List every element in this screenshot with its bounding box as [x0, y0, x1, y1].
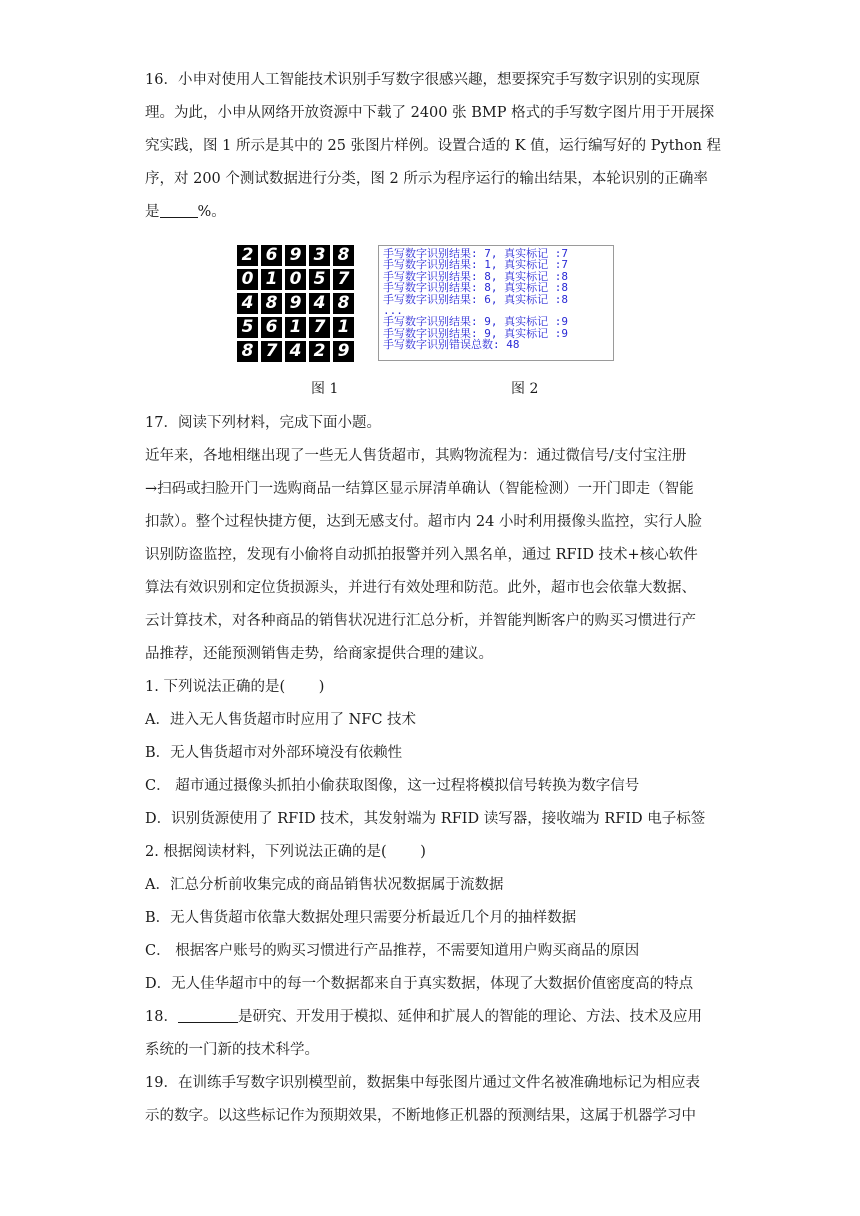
- digit-tile: 8: [333, 245, 354, 266]
- digit-tile: 8: [237, 341, 258, 362]
- digit-tile: 6: [261, 317, 282, 338]
- q17-material-5: 算法有效识别和定位货损源头，并进行有效处理和防范。此外，超市也会依靠大数据、: [145, 580, 696, 596]
- figure2-caption: 图 2: [511, 381, 539, 397]
- digit-tile: 1: [285, 317, 306, 338]
- digit-tile: 1: [261, 269, 282, 290]
- q16-line-1: 16．小申对使用人工智能技术识别手写数字很感兴趣，想要探究手写数字识别的实现原: [145, 72, 700, 88]
- figure1-digit-grid: [237, 245, 355, 363]
- answer-blank: [160, 203, 198, 218]
- q17-material-7: 品推荐，还能预测销售走势，给商家提供合理的建议。: [145, 646, 493, 662]
- q19-line-2: 示的数字。以这些标记作为预期效果，不断地修正机器的预测结果，这属于机器学习中: [145, 1108, 696, 1124]
- q17-sub1-option-b: B．无人售货超市对外部环境没有依赖性: [145, 745, 403, 761]
- q16-last-suffix: %。: [197, 204, 226, 220]
- digit-tile: 4: [237, 293, 258, 314]
- digit-tile: 2: [309, 341, 330, 362]
- digit-tile: 0: [285, 269, 306, 290]
- q17-sub2-stem: 2. 根据阅读材料，下列说法正确的是( ): [145, 844, 426, 860]
- q17-sub1-option-d: D．识别货源使用了 RFID 技术，其发射端为 RFID 读写器，接收端为 RFID 电子标签: [145, 811, 706, 827]
- console-line: 手写数字识别结果: 9, 真实标记 :9: [383, 326, 568, 340]
- q17-sub2-option-b: B．无人售货超市依靠大数据处理只需要分析最近几个月的抽样数据: [145, 910, 577, 926]
- q17-sub2-option-a: A．汇总分析前收集完成的商品销售状况数据属于流数据: [145, 877, 504, 893]
- console-line: 手写数字识别结果: 8, 真实标记 :8: [383, 269, 568, 283]
- console-line: 手写数字识别错误总数: 48: [383, 338, 520, 352]
- q16-last-prefix: 是: [145, 204, 160, 220]
- q17-material-3: 扣款）。整个过程快捷方便，达到无感支付。超市内 24 小时利用摄像头监控，实行人脸: [145, 514, 702, 530]
- console-line: 手写数字识别结果: 7, 真实标记 :7: [383, 247, 568, 260]
- digit-tile: 5: [237, 317, 258, 338]
- q17-sub1-stem: 1. 下列说法正确的是( ): [145, 679, 325, 695]
- q16-line-5: [145, 200, 226, 221]
- digit-tile: 4: [285, 341, 306, 362]
- digit-tile: 7: [309, 317, 330, 338]
- digit-tile: 1: [333, 317, 354, 338]
- digit-tile: 2: [237, 245, 258, 266]
- q17-material-6: 云计算技术，对各种商品的销售状况进行汇总分析，并智能判断客户的购买习惯进行产: [145, 613, 696, 629]
- q17-material-1: 近年来，各地相继出现了一些无人售货超市，其购物流程为：通过微信号/支付宝注册: [145, 448, 687, 464]
- q17-sub2-option-c: C． 根据客户账号的购买习惯进行产品推荐，不需要知道用户购买商品的原因: [145, 943, 640, 959]
- q16-line-4: 序，对 200 个测试数据进行分类，图 2 所示为程序运行的输出结果，本轮识别的正确率: [145, 171, 708, 187]
- console-line: 手写数字识别结果: 6, 真实标记 :8: [383, 292, 568, 306]
- q17-sub1-option-a: A．进入无人售货超市时应用了 NFC 技术: [145, 712, 417, 728]
- digit-tile: 4: [309, 293, 330, 314]
- q18-suffix: 是研究、开发用于模拟、延伸和扩展人的智能的理论、方法、技术及应用: [237, 1009, 702, 1025]
- console-line: 手写数字识别结果: 8, 真实标记 :8: [383, 281, 568, 295]
- q17-material-4: 识别防盗监控，发现有小偷将自动抓拍报警并列入黑名单，通过 RFID 技术+核心软件: [145, 547, 698, 563]
- q16-line-2: 理。为此，小申从网络开放资源中下载了 2400 张 BMP 格式的手写数字图片用于开展探: [145, 105, 715, 121]
- figure1-caption: 图 1: [311, 381, 339, 397]
- q17-sub2-option-d: D．无人佳华超市中的每一个数据都来自于真实数据，体现了大数据价值密度高的特点: [145, 976, 694, 992]
- digit-tile: 7: [333, 269, 354, 290]
- digit-tile: 3: [309, 245, 330, 266]
- q17-sub1-option-c: C． 超市通过摄像头抓拍小偷获取图像，这一过程将模拟信号转换为数字信号: [145, 778, 640, 794]
- console-line: 手写数字识别结果: 9, 真实标记 :9: [383, 315, 568, 329]
- answer-blank: [178, 1008, 238, 1023]
- digit-tile: 8: [261, 293, 282, 314]
- q19-line-1: 19．在训练手写数字识别模型前，数据集中每张图片通过文件名被准确地标记为相应表: [145, 1075, 700, 1091]
- q16-line-3: 究实践，图 1 所示是其中的 25 张图片样例。设置合适的 K 值，运行编写好的 Python 程: [145, 138, 722, 154]
- digit-tile: 9: [285, 245, 306, 266]
- digit-tile: 7: [261, 341, 282, 362]
- digit-tile: 8: [333, 293, 354, 314]
- console-line: 手写数字识别结果: 1, 真实标记 :7: [383, 258, 568, 272]
- digit-tile: 5: [309, 269, 330, 290]
- q18-line-1: [145, 1005, 702, 1026]
- digit-tile: 0: [237, 269, 258, 290]
- digit-tile: 9: [333, 341, 354, 362]
- q18-line-2: 系统的一门新的技术科学。: [145, 1042, 319, 1058]
- q17-title: 17．阅读下列材料，完成下面小题。: [145, 415, 381, 431]
- console-line: ...: [383, 304, 403, 318]
- digit-tile: 9: [285, 293, 306, 314]
- digit-tile: 6: [261, 245, 282, 266]
- q17-material-2: →扫码或扫脸开门一选购商品一结算区显示屏清单确认（智能检测）一开门即走（智能: [145, 481, 694, 497]
- q18-prefix: 18．: [145, 1009, 178, 1025]
- figure2-console-output: [378, 245, 614, 361]
